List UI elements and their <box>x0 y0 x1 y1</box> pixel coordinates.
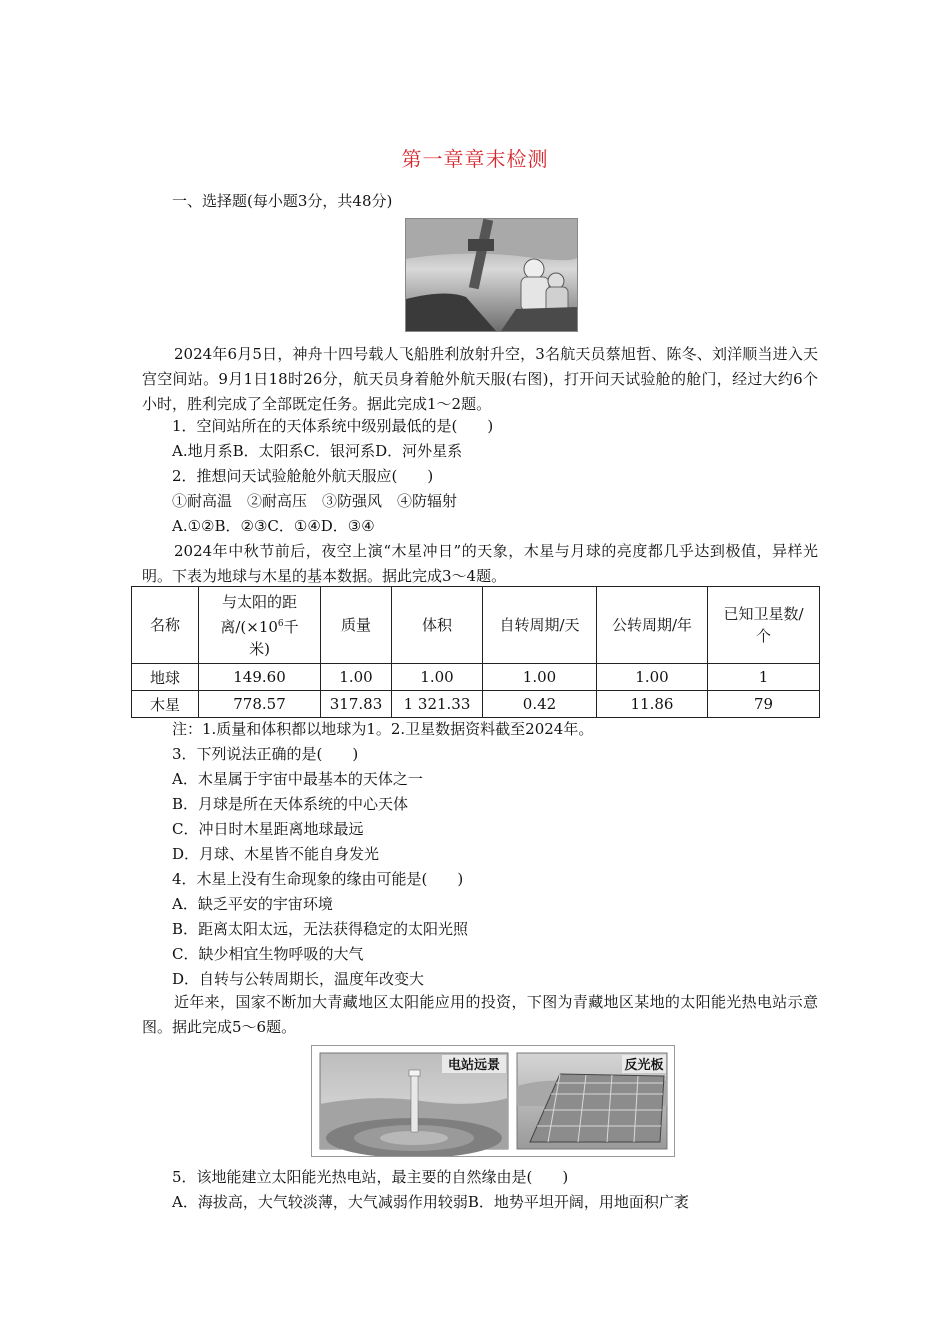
cell-revolution: 11.86 <box>597 691 708 718</box>
cell-volume: 1 321.33 <box>392 691 483 718</box>
cell-distance: 778.57 <box>199 691 321 718</box>
q3-option-a: A．木星属于宇宙中最基本的天体之一 <box>172 770 423 788</box>
header-satellites: 已知卫星数/ 个 <box>708 587 820 664</box>
q2-stem: 2．推想问天试验舱舱外航天服应( ) <box>172 467 434 485</box>
q1-options: A.地月系B．太阳系C．银河系D．河外星系 <box>172 442 463 460</box>
cell-satellites: 79 <box>708 691 820 718</box>
intro-paragraph-3: 近年来，国家不断加大青藏地区太阳能应用的投资，下图为青藏地区某地的太阳能光热电站示意图。据此完成5～6题。 <box>142 993 818 1036</box>
cell-revolution: 1.00 <box>597 664 708 691</box>
q2-items: ①耐高温 ②耐高压 ③防强风 ④防辐射 <box>172 492 458 510</box>
q3-option-c: C．冲日时木星距离地球最远 <box>172 820 364 838</box>
intro-paragraph-2: 2024年中秋节前后，夜空上演“木星冲日”的天象，木星与月球的亮度都几乎达到极值，异样光明。下表为地球与木星的基本数据。据此完成3～4题。 <box>142 542 818 585</box>
header-name: 名称 <box>132 587 199 664</box>
astronaut-photo <box>405 218 578 332</box>
q1-stem: 1．空间站所在的天体系统中级别最低的是( ) <box>172 417 494 435</box>
header-mass: 质量 <box>321 587 392 664</box>
q4-stem: 4．木星上没有生命现象的缘由可能是( ) <box>172 870 464 888</box>
header-volume: 体积 <box>392 587 483 664</box>
planet-data-table <box>131 586 820 718</box>
header-distance: 与太阳的距 离$/(\times 10^6$千 米) <box>199 587 321 664</box>
q2-options: A.①②B．②③C．①④D．③④ <box>172 517 375 535</box>
q4-option-b: B．距离太阳太远，无法获得稳定的太阳光照 <box>172 920 469 938</box>
table-row <box>132 691 820 718</box>
cell-rotation: 0.42 <box>483 691 597 718</box>
cell-rotation: 1.00 <box>483 664 597 691</box>
cell-mass: 317.83 <box>321 691 392 718</box>
cell-satellites: 1 <box>708 664 820 691</box>
solar-station-illustration <box>312 1046 674 1156</box>
q4-option-a: A．缺乏平安的宇宙环境 <box>172 895 333 913</box>
figure-label-distant-view: 电站远景 <box>447 1058 501 1073</box>
figure-label-reflector: 反光板 <box>624 1058 664 1073</box>
header-rotation: 自转周期/天 <box>483 587 597 664</box>
intro-paragraph-1: 2024年6月5日，神舟十四号载人飞船胜利放射升空，3名航天员蔡旭哲、陈冬、刘洋顺当进入天宫空间站。9月1日18时26分，航天员身着舱外航天服(右图)，打开问天试验舱的舱门，经过大约6个小时，胜利完成了全部既定任务。据此完成1～2题。 <box>142 345 818 413</box>
q4-option-c: C．缺少相宜生物呼吸的大气 <box>172 945 364 963</box>
header-revolution: 公转周期/年 <box>597 587 708 664</box>
astronaut-illustration <box>406 219 577 331</box>
table-header-row <box>132 587 820 664</box>
q4-option-d: D．自转与公转周期长，温度年改变大 <box>172 970 425 988</box>
cell-volume: 1.00 <box>392 664 483 691</box>
q5-options: A．海拔高，大气较淡薄，大气减弱作用较弱B．地势平坦开阔，用地面积广袤 <box>172 1193 689 1211</box>
table-row <box>132 664 820 691</box>
cell-distance: 149.60 <box>199 664 321 691</box>
q3-option-b: B．月球是所在天体系统的中心天体 <box>172 795 409 813</box>
q3-stem: 3．下列说法正确的是( ) <box>172 745 359 763</box>
cell-mass: 1.00 <box>321 664 392 691</box>
q5-stem: 5．该地能建立太阳能光热电站，最主要的自然缘由是( ) <box>172 1168 569 1186</box>
q3-option-d: D．月球、木星皆不能自身发光 <box>172 845 380 863</box>
section-heading: 一、选择题(每小题3分，共48分) <box>172 192 393 210</box>
solar-station-figure <box>311 1045 675 1157</box>
page-title: 第一章章末检测 <box>401 147 549 171</box>
cell-name: 木星 <box>132 691 199 718</box>
cell-name: 地球 <box>132 664 199 691</box>
table-note: 注：1.质量和体积都以地球为1。2.卫星数据资料截至2024年。 <box>172 720 594 738</box>
